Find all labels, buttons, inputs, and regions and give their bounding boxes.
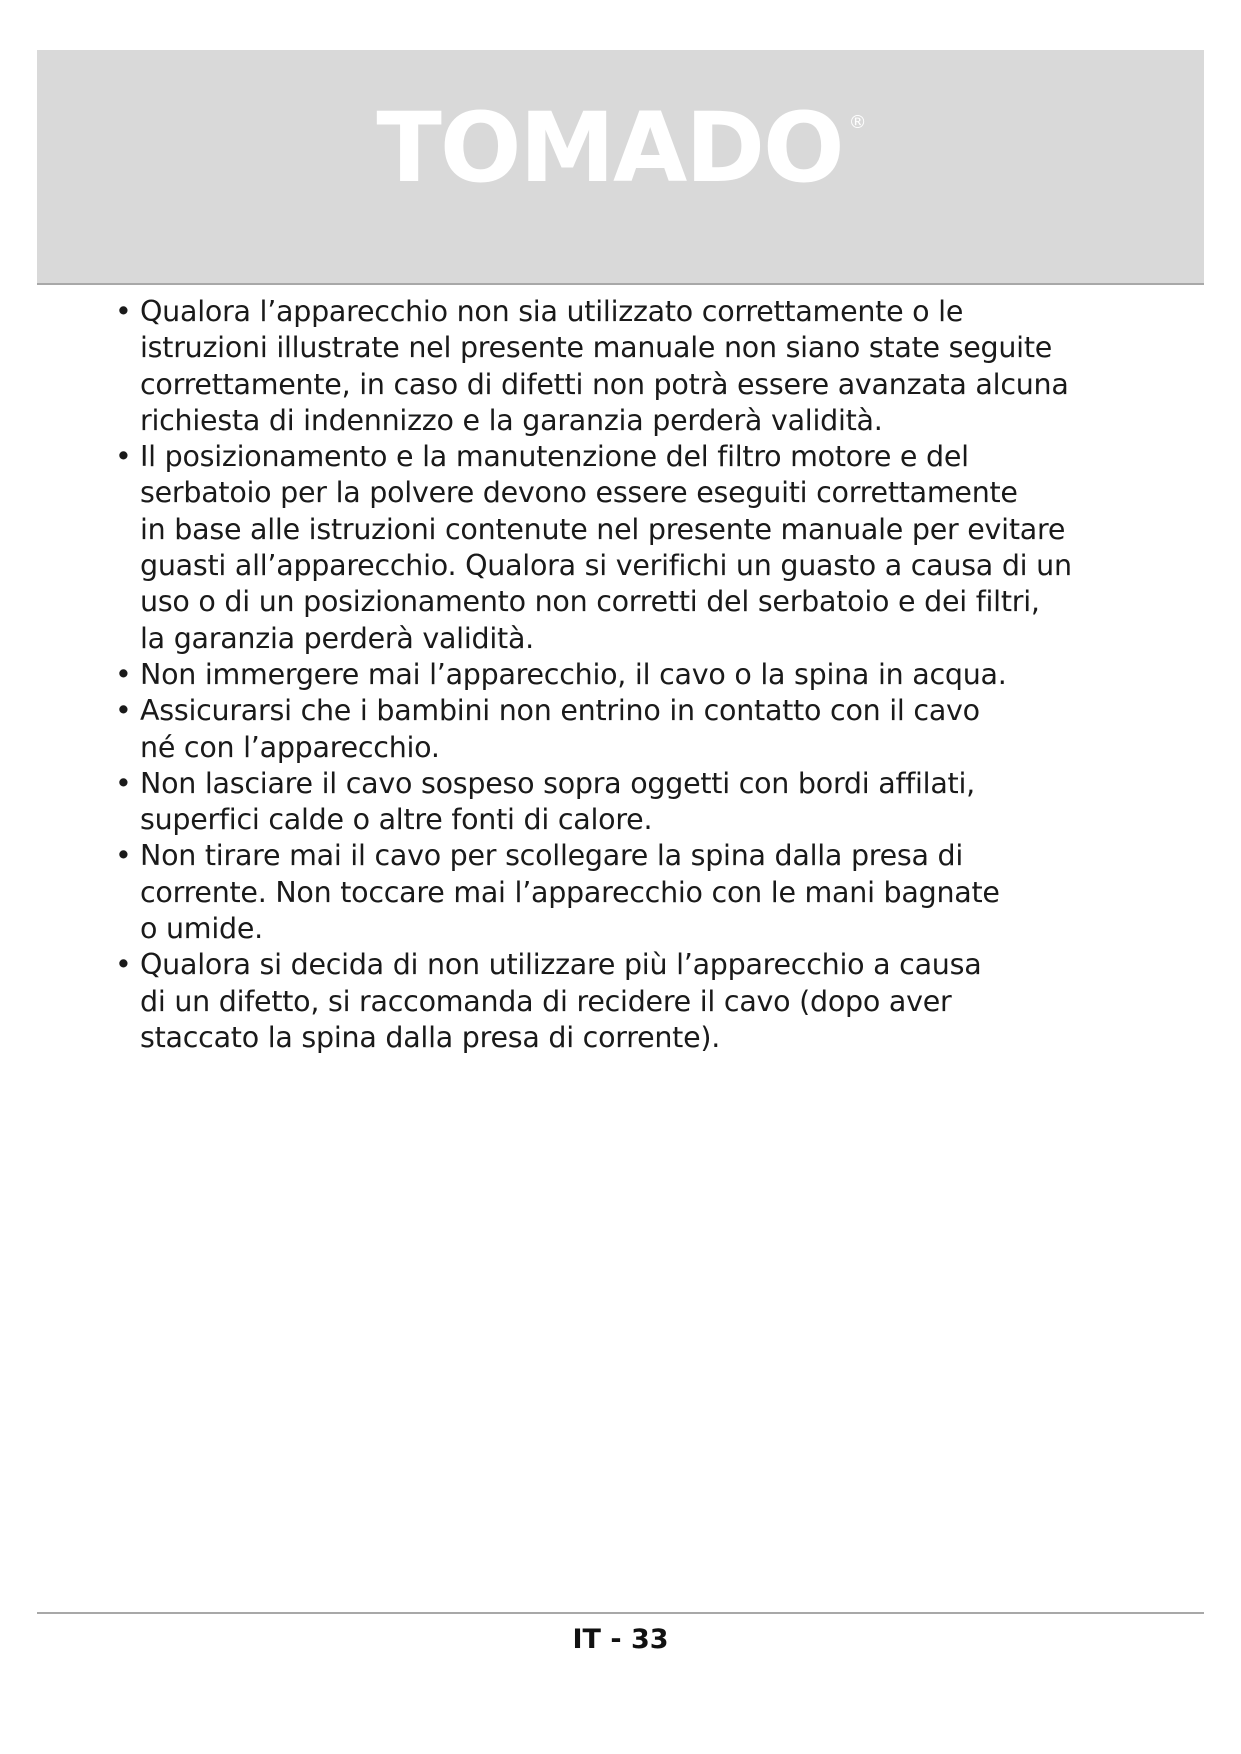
- list-item-text: Non tirare mai il cavo per scollegare la spina dalla presa di corrente. Non toccare mai l’apparecchio con le mani bagnate o umide.: [140, 839, 1000, 946]
- brand-name: TOMADO: [376, 92, 843, 204]
- list-item-text: Qualora si decida di non utilizzare più l’apparecchio a causa di un difetto, si raccomanda di recidere il cavo (dopo aver staccato la spina dalla presa di corrente).: [140, 948, 982, 1054]
- list-item: [115, 693, 1115, 766]
- list-item-text: Non immergere mai l’apparecchio, il cavo o la spina in acqua.: [140, 657, 1007, 691]
- list-item: [115, 657, 1115, 693]
- header-band: [37, 50, 1204, 285]
- list-item-text: Assicurarsi che i bambini non entrino in contatto con il cavo né con l’apparecchio.: [140, 694, 980, 764]
- list-item-text: Non lasciare il cavo sospeso sopra oggetti con bordi affilati, superfici calde o altre fonti di calore.: [140, 766, 975, 837]
- bullet-icon: •: [115, 295, 132, 328]
- list-item-text: Qualora l’apparecchio non sia utilizzato correttamente o le istruzioni illustrate nel presente manuale non siano state seguite correttamente, in caso di difetti non potrà essere avanzata alcuna richiesta di indennizzo e la garanzia perderà validità.: [140, 295, 1069, 437]
- safety-bullet-list: [115, 294, 1115, 1056]
- page-number: IT - 33: [572, 1624, 669, 1655]
- bullet-icon: •: [115, 766, 132, 800]
- brand-logo: [37, 92, 1204, 204]
- list-item: [115, 947, 1115, 1056]
- list-item: [115, 838, 1115, 947]
- footer-divider: [37, 1612, 1204, 1614]
- list-item: [115, 439, 1115, 657]
- list-item-text: Il posizionamento e la manutenzione del filtro motore e del serbatoio per la polvere devono essere eseguiti correttamente in base alle istruzioni contenute nel presente manuale per evitare guasti all’apparecchio. Qualora si verifichi un guasto a causa di un uso o di un posizionamento non corretti del serbatoio e dei filtri, la garanzia perderà validità.: [140, 440, 1072, 655]
- list-item: [115, 766, 1115, 839]
- bullet-icon: •: [115, 440, 132, 474]
- bullet-icon: •: [115, 948, 132, 982]
- list-item: [115, 294, 1115, 439]
- bullet-icon: •: [115, 694, 132, 728]
- instructions-content: [115, 294, 1115, 1056]
- bullet-icon: •: [115, 657, 132, 691]
- registered-mark: ®: [848, 112, 865, 133]
- bullet-icon: •: [115, 839, 132, 873]
